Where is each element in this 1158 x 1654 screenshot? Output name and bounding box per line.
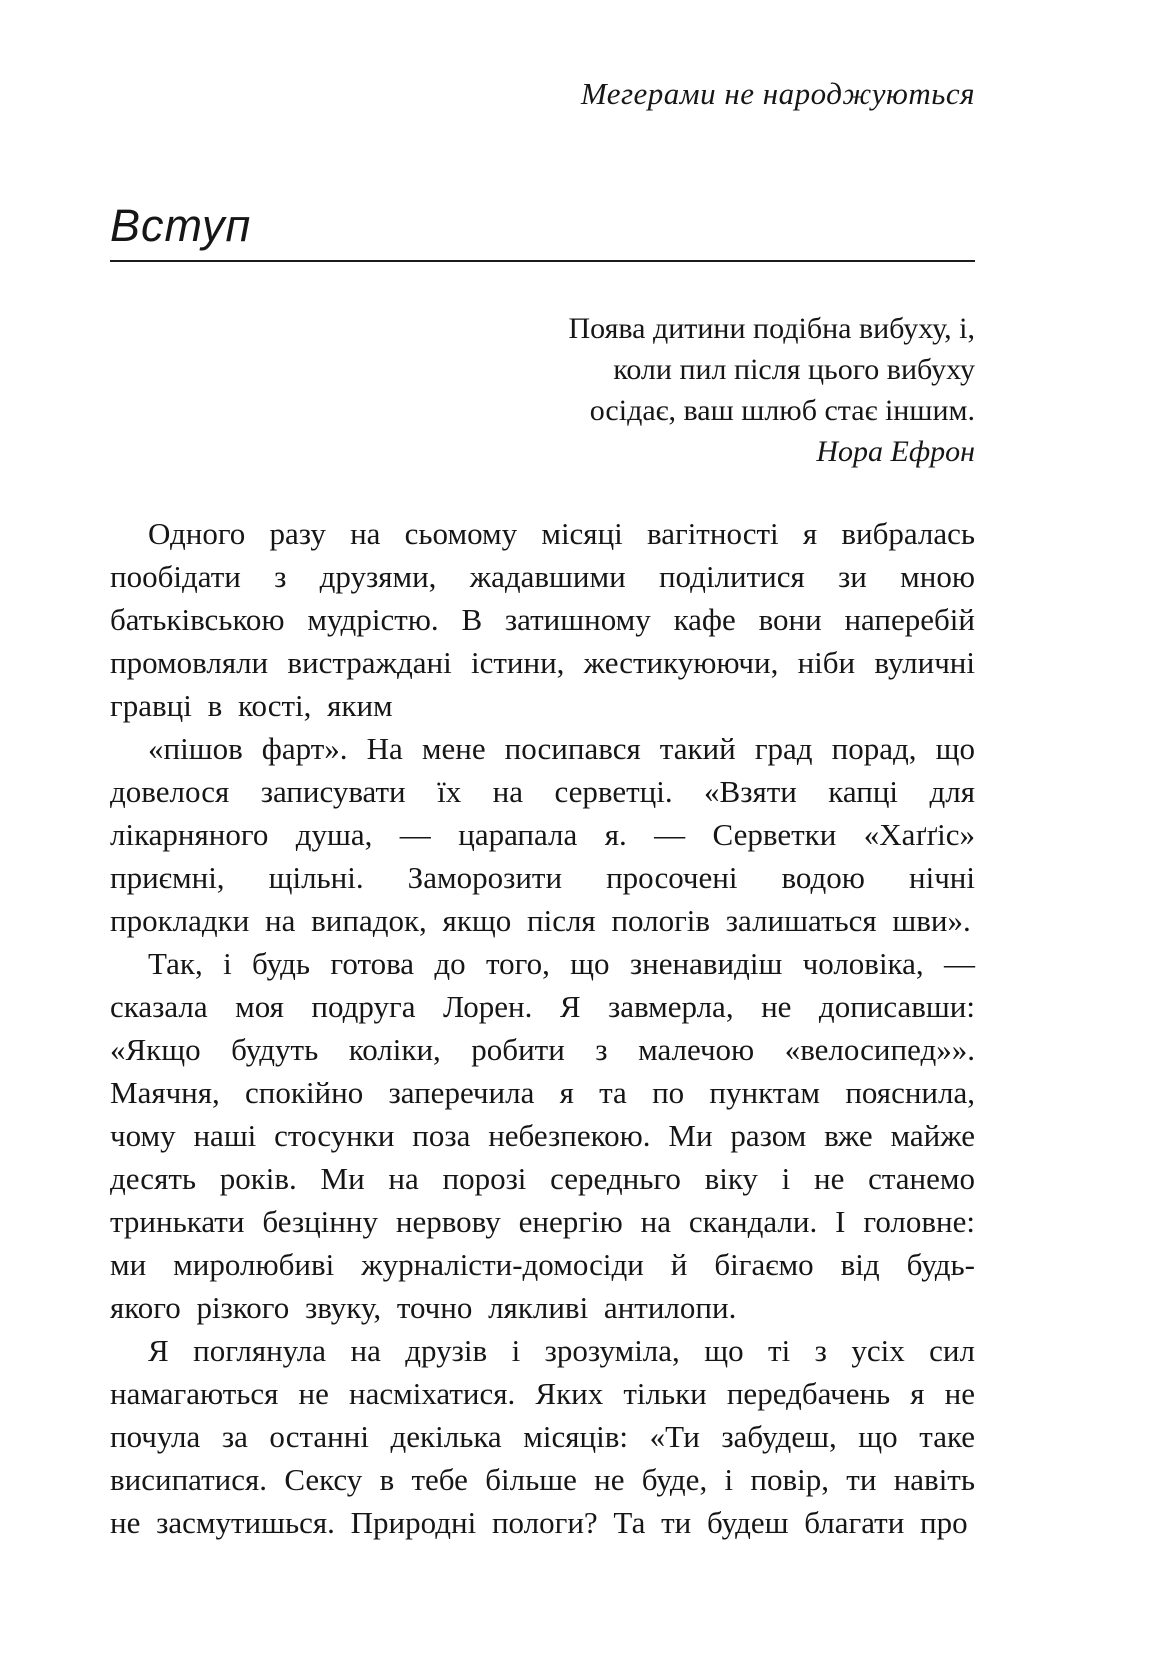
paragraph: Я поглянула на друзів і зрозуміла, що ті з усіх сил намагаються не насміхатися. Яких тільки передбачень я не почула за останні декілька місяців: «Ти забудеш, що таке висипатися. Сексу в тебе більше не буде, і повір, ти навіть не засмутишься. Природні пологи? Та ти будеш благати про bbox=[110, 1333, 975, 1540]
paragraph: Одного разу на сьомому місяці вагітності я вибралась пообідати з друзями, жадавшими поділитися зи мною батьківською мудрістю. В затишному кафе вони наперебій промовляли вистраждані істини, жестикуюючи, ніби вуличні гравці в кості, яким bbox=[110, 516, 975, 723]
paragraph: Так, і будь готова до того, що зненавидіш чоловіка, — сказала моя подруга Лорен. Я завмерла, не дописавши: «Якщо будуть коліки, робити з малечою «велосипед»». Маячня, спокійно заперечила я та по пунктам пояснила, чому наші стосунки поза небезпекою. Ми разом вже майже десять років. Ми на порозі середньго віку і не станемо тринькати безцінну нервову енергію на скандали. І головне: ми миролюбиві журналісти-домосіди й бігаємо від будь-якого різкого звуку, точно лякливі антилопи. bbox=[110, 946, 975, 1325]
paragraph: «пішов фарт». На мене посипався такий град порад, що довелося записувати їх на серветці. «Взяти капці для лікарняного душа, — царапала я. — Серветки «Хаґґіс» приємні, щільні. Заморозити просочені водою нічні прокладки на випадок, якщо після пологів залишаться шви». bbox=[110, 731, 975, 938]
epigraph bbox=[110, 308, 975, 472]
epigraph-line: Поява дитини подібна вибуху, і, bbox=[568, 312, 975, 345]
chapter-title: Вступ bbox=[110, 200, 252, 251]
epigraph-line: коли пил після цього вибуху bbox=[613, 353, 975, 386]
body-text bbox=[110, 512, 975, 1544]
epigraph-line: осідає, ваш шлюб стає іншим. bbox=[589, 394, 975, 427]
running-header: Мегерами не народжуються bbox=[580, 76, 975, 111]
title-rule bbox=[110, 260, 975, 262]
epigraph-author: Нора Ефрон bbox=[816, 435, 975, 468]
